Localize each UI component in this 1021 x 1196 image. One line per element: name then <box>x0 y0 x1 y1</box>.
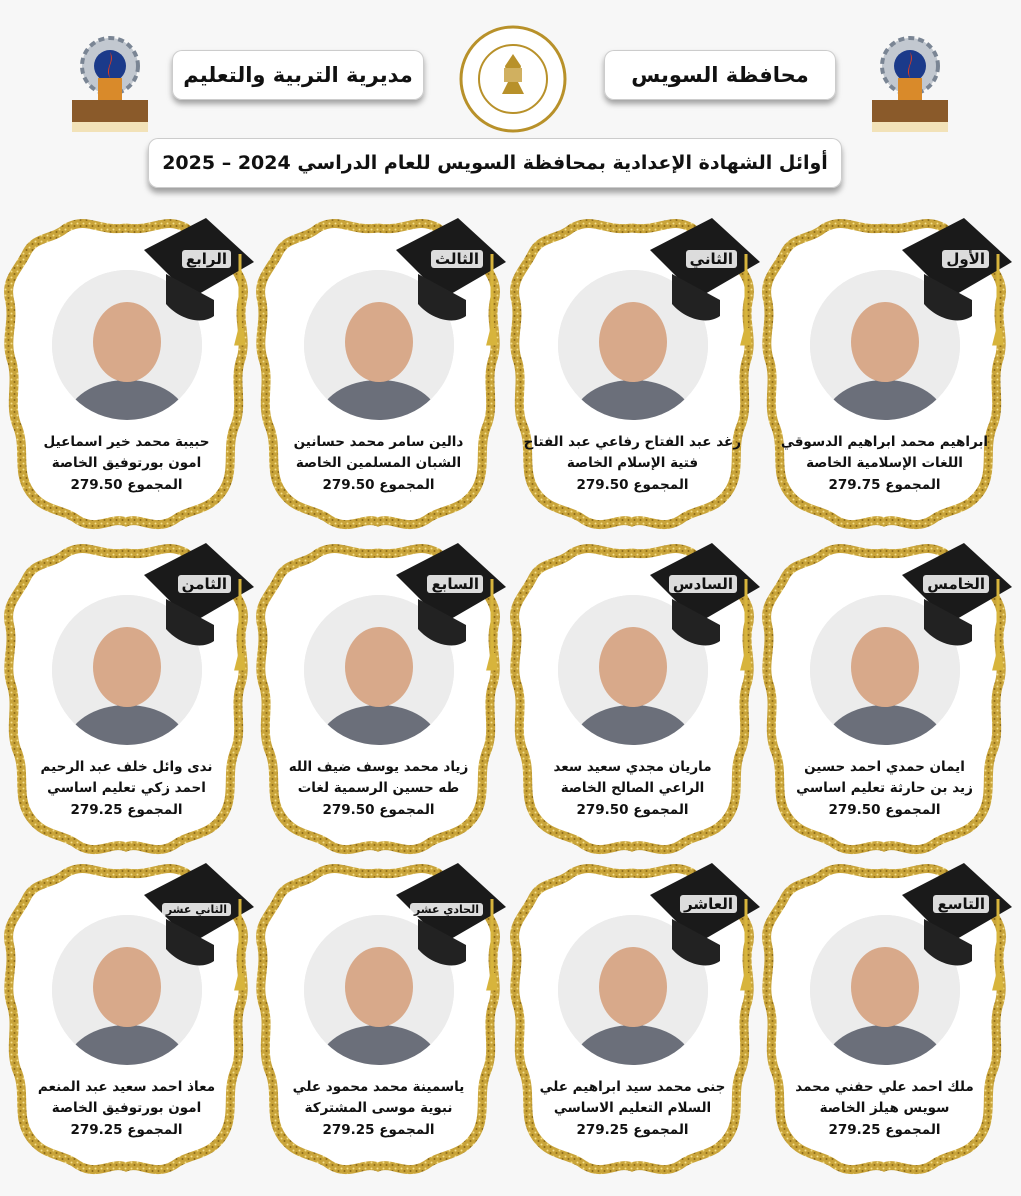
directorate-label: مديرية التربية والتعليم <box>172 50 424 100</box>
score-line <box>776 799 993 821</box>
graduation-cap-icon <box>650 543 760 673</box>
student-name: معاذ احمد سعيد عبد المنعم <box>37 1079 216 1095</box>
score-line <box>524 799 741 821</box>
score-label: المجموع <box>127 1122 183 1138</box>
school-name: طه حسين الرسمية لغات <box>297 780 460 796</box>
school-name: امون بورتوفيق الخاصة <box>51 455 202 471</box>
student-card <box>4 855 249 1177</box>
rank-label: الخامس <box>923 575 989 593</box>
score-label: المجموع <box>633 802 689 818</box>
directorate-logo-icon <box>68 34 152 138</box>
score-value: 279.50 <box>576 802 629 818</box>
score-label: المجموع <box>885 802 941 818</box>
student-name: دالين سامر محمد حسانين <box>293 434 464 450</box>
score-label: المجموع <box>885 477 941 493</box>
score-label: المجموع <box>379 1122 435 1138</box>
score-label: المجموع <box>379 477 435 493</box>
rank-label: الثامن <box>178 575 231 593</box>
rank-label: التاسع <box>933 895 989 913</box>
student-info <box>18 432 235 496</box>
school-name: السلام التعليم الاساسي <box>553 1100 712 1116</box>
score-value: 279.25 <box>828 1122 881 1138</box>
student-card <box>510 535 755 857</box>
student-name: جنى محمد سيد ابراهيم علي <box>539 1079 726 1095</box>
rank-label: السابع <box>427 575 483 593</box>
graduation-cap-icon <box>650 863 760 993</box>
student-card <box>4 210 249 532</box>
student-name: زياد محمد يوسف ضيف الله <box>288 759 469 775</box>
student-name: ابراهيم محمد ابراهيم الدسوقي <box>780 434 989 450</box>
graduation-cap-icon <box>902 863 1012 993</box>
school-name: نبوية موسى المشتركة <box>304 1100 453 1116</box>
score-label: المجموع <box>127 477 183 493</box>
score-line <box>18 474 235 496</box>
rank-label: الأول <box>942 250 989 268</box>
student-card <box>762 535 1007 857</box>
score-value: 279.50 <box>322 802 375 818</box>
student-card <box>510 855 755 1177</box>
score-value: 279.50 <box>322 477 375 493</box>
score-line <box>270 1119 487 1141</box>
governorate-label: محافظة السويس <box>604 50 836 100</box>
school-name: سويس هيلز الخاصة <box>819 1100 950 1116</box>
graduation-cap-icon <box>902 218 1012 348</box>
graduation-cap-icon <box>396 543 506 673</box>
score-line <box>776 474 993 496</box>
student-name: ملك احمد علي حفني محمد <box>795 1079 974 1095</box>
score-line <box>270 474 487 496</box>
student-info <box>524 432 741 496</box>
student-card <box>510 210 755 532</box>
score-label: المجموع <box>885 1122 941 1138</box>
directorate-logo-icon <box>868 34 952 138</box>
score-label: المجموع <box>379 802 435 818</box>
graduation-cap-icon <box>396 218 506 348</box>
graduation-cap-icon <box>396 863 506 993</box>
score-value: 279.25 <box>576 1122 629 1138</box>
student-info <box>776 1077 993 1141</box>
student-card <box>256 535 501 857</box>
student-name: ايمان حمدي احمد حسين <box>804 759 965 775</box>
student-card <box>4 535 249 857</box>
score-line <box>524 474 741 496</box>
school-name: زيد بن حارثة تعليم اساسي <box>796 780 973 796</box>
school-name: فتية الإسلام الخاصة <box>566 455 699 471</box>
graduation-cap-icon <box>144 218 254 348</box>
school-name: الراعي الصالح الخاصة <box>560 780 705 796</box>
score-value: 279.50 <box>576 477 629 493</box>
student-name: رغد عبد الفتاح رفاعي عبد الفتاح <box>523 434 741 450</box>
student-name: حبيبة محمد خير اسماعيل <box>43 434 210 450</box>
student-info <box>270 1077 487 1141</box>
score-value: 279.25 <box>322 1122 375 1138</box>
rank-label: الحادي عشر <box>410 903 483 916</box>
student-card <box>256 855 501 1177</box>
school-name: اللغات الإسلامية الخاصة <box>806 455 963 471</box>
score-line <box>524 1119 741 1141</box>
graduation-cap-icon <box>902 543 1012 673</box>
student-info <box>776 757 993 821</box>
student-info <box>270 432 487 496</box>
student-info <box>524 757 741 821</box>
student-info <box>524 1077 741 1141</box>
school-name: امون بورتوفيق الخاصة <box>51 1100 202 1116</box>
score-label: المجموع <box>127 802 183 818</box>
graduation-cap-icon <box>144 543 254 673</box>
graduation-cap-icon <box>144 863 254 993</box>
score-label: المجموع <box>633 477 689 493</box>
student-card <box>762 855 1007 1177</box>
score-line <box>776 1119 993 1141</box>
score-value: 279.50 <box>828 802 881 818</box>
student-card <box>256 210 501 532</box>
school-name: احمد زكي تعليم اساسي <box>47 780 206 796</box>
student-info <box>18 1077 235 1141</box>
score-value: 279.25 <box>70 802 123 818</box>
rank-label: الثالث <box>431 250 483 268</box>
student-info <box>270 757 487 821</box>
score-value: 279.25 <box>70 1122 123 1138</box>
student-name: ياسمينة محمد محمود علي <box>292 1079 465 1095</box>
score-value: 279.75 <box>828 477 881 493</box>
student-info <box>776 432 993 496</box>
ministry-seal-icon <box>458 24 568 134</box>
students-grid <box>0 200 1021 1190</box>
student-name: ماريان مجدي سعيد سعد <box>553 759 712 775</box>
student-info <box>18 757 235 821</box>
score-line <box>18 1119 235 1141</box>
score-line <box>270 799 487 821</box>
student-name: ندى وائل خلف عبد الرحيم <box>40 759 213 775</box>
score-label: المجموع <box>633 1122 689 1138</box>
school-name: الشبان المسلمين الخاصة <box>295 455 462 471</box>
rank-label: الرابع <box>182 250 231 268</box>
score-value: 279.50 <box>70 477 123 493</box>
student-card <box>762 210 1007 532</box>
rank-label: السادس <box>669 575 737 593</box>
rank-label: الثاني عشر <box>162 903 231 916</box>
score-line <box>18 799 235 821</box>
rank-label: الثاني <box>686 250 737 268</box>
page-title: أوائل الشهادة الإعدادية بمحافظة السويس للعام الدراسي 2024 – 2025 <box>148 138 842 188</box>
graduation-cap-icon <box>650 218 760 348</box>
rank-label: العاشر <box>680 895 737 913</box>
